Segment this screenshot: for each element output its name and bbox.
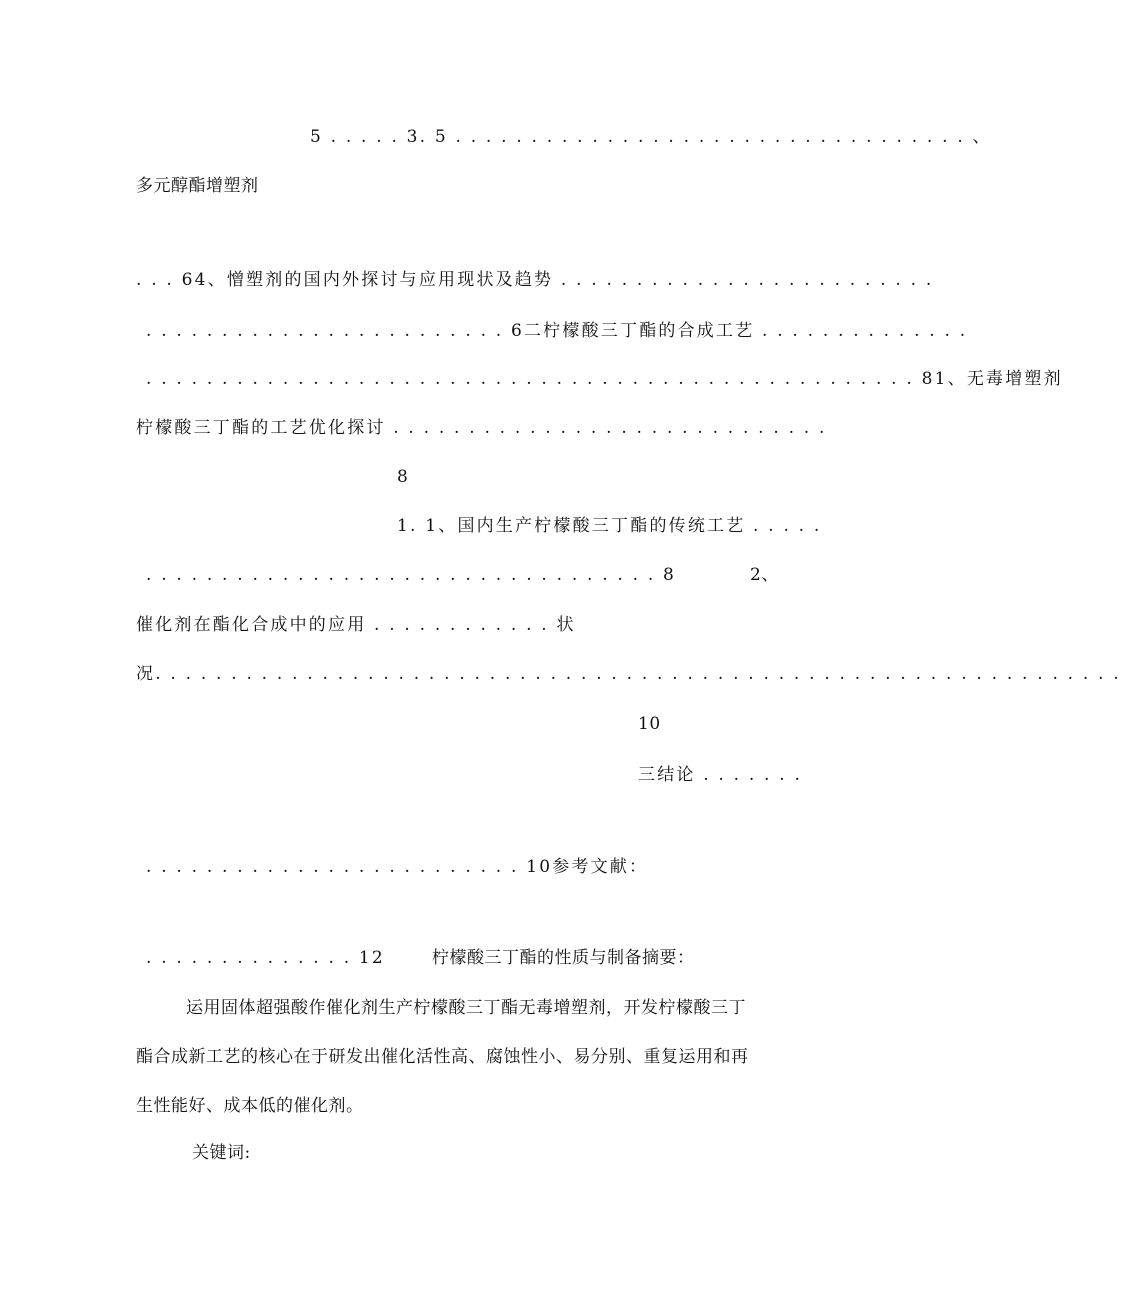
toc-line: . . . . . . . . . . . . . . . . . . . . . . . . . 10参考文献： — [146, 857, 649, 877]
toc-page-number: 10 — [638, 714, 661, 734]
toc-section-number: 2、 — [750, 565, 779, 585]
toc-page-number: 8 — [397, 467, 409, 487]
toc-line: . . . . . . . . . . . . . . . . . . . . . . . . . . . . . . . . . . 8 — [146, 565, 677, 585]
toc-line: . . . . . . . . . . . . . . . . . . . . . . . . 6二柠檬酸三丁酯的合成工艺 . . . . . . . . . . . . . . — [146, 321, 968, 341]
document-title: 柠檬酸三丁酯的性质与制备摘要： — [432, 948, 695, 968]
toc-line: 况. . . . . . . . . . . . . . . . . . . . . . . . . . . . . . . . . . . . . . . . . . . . . . . . . . . . . . . . . . . . . . . . — [136, 664, 1121, 684]
toc-line: . . . . . . . . . . . . . . . . . . . . . . . . . . . . . . . . . . . . . . . . . . . . . . . . . . . 81、无毒增塑剂 — [146, 369, 1063, 389]
toc-line: 5 . . . . . 3. 5 . . . . . . . . . . . . . . . . . . . . . . . . . . . . . . . . . . 、 — [310, 127, 992, 147]
abstract-line: 生性能好、成本低的催化剂。 — [136, 1096, 364, 1116]
abstract-line: 酯合成新工艺的核心在于研发出催化活性高、腐蚀性小、易分别、重复运用和再 — [136, 1047, 749, 1067]
abstract-line: 运用固体超强酸作催化剂生产柠檬酸三丁酯无毒增塑剂，开发柠檬酸三丁 — [186, 998, 746, 1018]
keywords-label: 关键词: — [192, 1143, 251, 1163]
toc-line: 催化剂在酯化合成中的应用 . . . . . . . . . . . . 状 — [136, 615, 576, 635]
toc-line: 多元醇酯增塑剂 — [136, 176, 259, 196]
toc-line: 三结论 . . . . . . . — [638, 765, 803, 785]
toc-line: 柠檬酸三丁酯的工艺优化探讨 . . . . . . . . . . . . . . . . . . . . . . . . . . . . . — [136, 418, 827, 438]
toc-line: . . . 64、憎塑剂的国内外探讨与应用现状及趋势 . . . . . . . . . . . . . . . . . . . . . . . . . — [136, 270, 934, 290]
toc-line: 1. 1、国内生产柠檬酸三丁酯的传统工艺 . . . . . — [397, 516, 822, 536]
toc-line: . . . . . . . . . . . . . . 12 — [146, 948, 385, 968]
